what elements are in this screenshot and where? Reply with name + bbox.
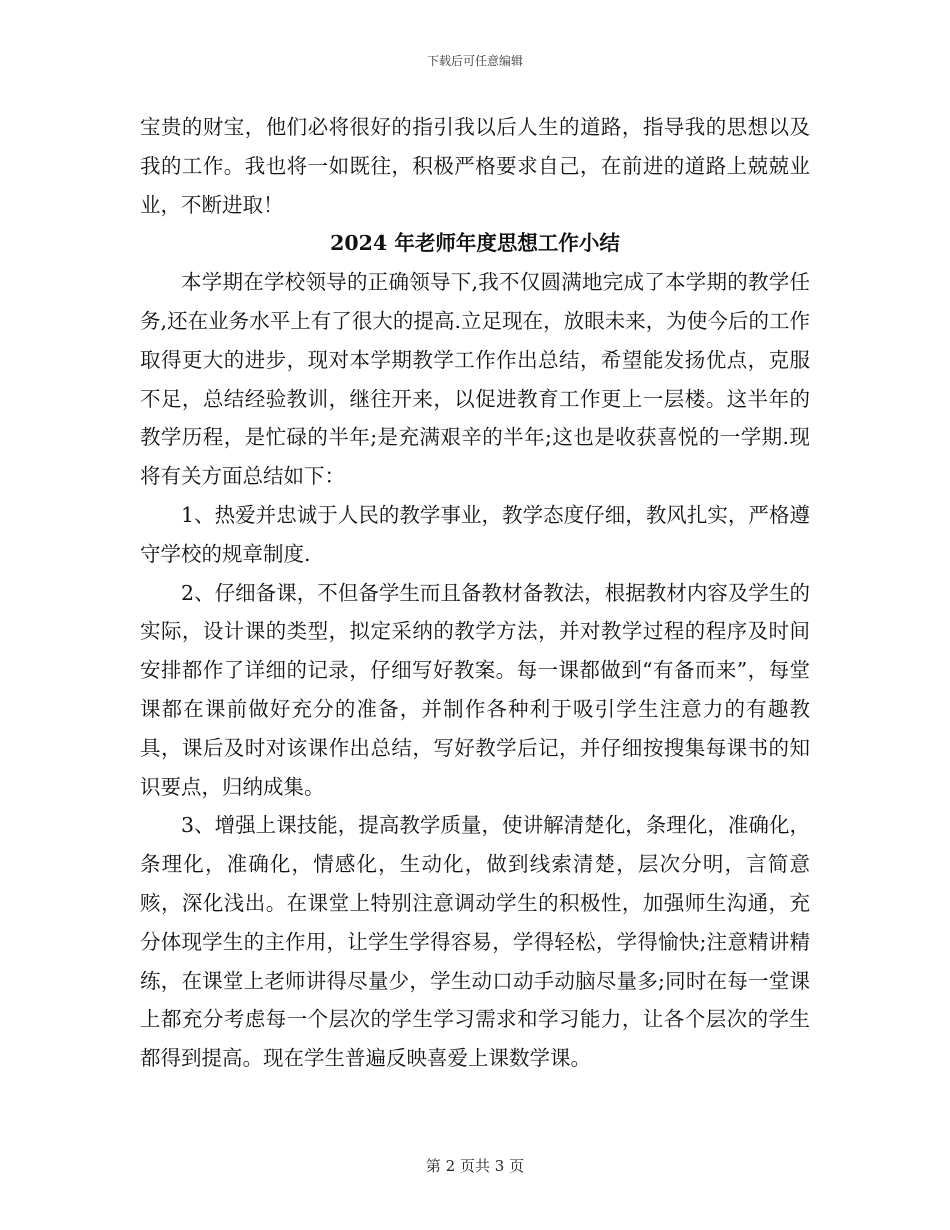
document-body <box>140 108 810 1078</box>
page-header: 下载后可任意编辑 <box>426 54 523 68</box>
paragraph-summary: 本学期在学校领导的正确领导下,我不仅圆满地完成了本学期的教学任务,还在业务水平上有了很大的提高.立足现在，放眼未来，为使今后的工作取得更大的进步，现对本学期教学工作作出总结，希望能发扬优点，克服不足，总结经验教训，继往开来，以促进教育工作更上一层楼。这半年的教学历程，是忙碌的半年;是充满艰辛的半年;这也是收获喜悦的一学期.现将有关方面总结如下： <box>140 270 810 489</box>
intro-paragraph: 宝贵的财宝，他们必将很好的指引我以后人生的道路，指导我的思想以及我的工作。我也将一如既往，积极严格要求自己，在前进的道路上兢兢业业，不断进取！ <box>140 115 810 217</box>
document-title: 2024 年老师年度思想工作小结 <box>330 231 620 256</box>
paragraph-item-1: 1、热爱并忠诚于人民的教学事业，教学态度仔细，教风扎实，严格遵守学校的规章制度. <box>140 502 810 566</box>
paragraph-item-3: 3、增强上课技能，提高教学质量，使讲解清楚化，条理化，准确化，条理化，准确化，情感化，生动化，做到线索清楚，层次分明，言简意赅，深化浅出。在课堂上特别注意调动学生的积极性，加强师生沟通，充分体现学生的主作用，让学生学得容易，学得轻松，学得愉快;注意精讲精练，在课堂上老师讲得尽量少，学生动口动手动脑尽量多;同时在每一堂课上都充分考虑每一个层次的学生学习需求和学习能力，让各个层次的学生都得到提高。现在学生普遍反映喜爱上课数学课。 <box>140 813 810 1071</box>
page-footer: 第 2 页共 3 页 <box>425 1157 525 1175</box>
paragraph-item-2: 2、仔细备课，不但备学生而且备教材备教法，根据教材内容及学生的实际，设计课的类型，拟定采纳的教学方法，并对教学过程的程序及时间安排都作了详细的记录，仔细写好教案。每一课都做到“有备而来”，每堂课都在课前做好充分的准备，并制作各种利于吸引学生注意力的有趣教具，课后及时对该课作出总结，写好教学后记，并仔细按搜集每课书的知识要点，归纳成集。 <box>140 580 810 799</box>
